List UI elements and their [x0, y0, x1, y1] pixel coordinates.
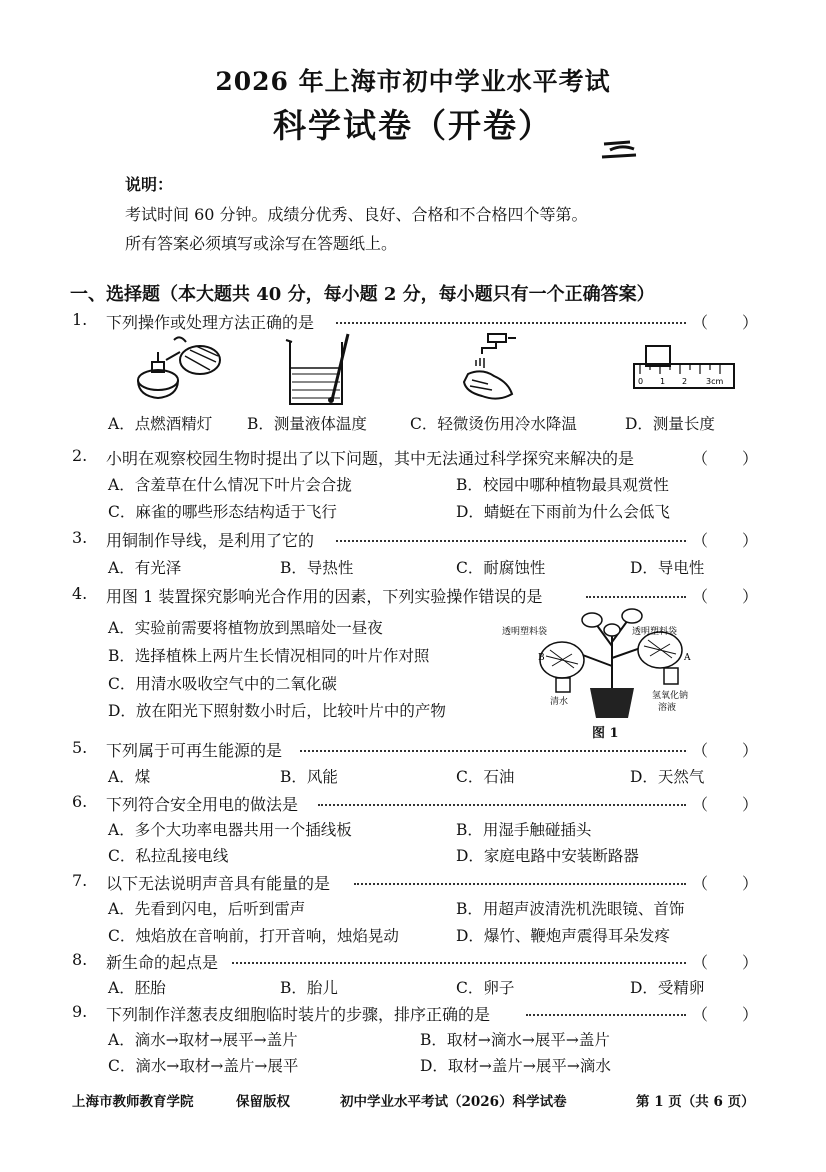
figure-label-a: A [684, 653, 691, 663]
footer-page: 第 1 页（共 6 页） [636, 1094, 755, 1110]
q3-option-c[interactable]: C．耐腐蚀性 [456, 559, 546, 577]
q8-option-d[interactable]: D．受精卵 [630, 979, 705, 997]
q4-paren-close: ） [742, 587, 759, 606]
ruler-measure-icon [630, 344, 740, 394]
exam-title: 2026 年上海市初中学业水平考试 [215, 67, 611, 96]
ruler-label-1: 1 [660, 377, 666, 386]
q7-option-a[interactable]: A．先看到闪电，后听到雷声 [108, 900, 306, 918]
q6-option-b[interactable]: B．用湿手触碰插头 [456, 821, 592, 839]
notes-line-1: 考试时间 60 分钟。成绩分优秀、良好、合格和不合格四个等第。 [125, 205, 588, 224]
q5-paren-open: （ [692, 741, 709, 760]
q9-option-a[interactable]: A．滴水→取材→展平→盖片 [108, 1031, 298, 1049]
q5-paren-close: ） [742, 741, 759, 760]
figure-label-naoh: 氢氧化钠 [652, 691, 689, 701]
q8-text: 新生命的起点是 [106, 953, 219, 972]
q1-leader-dots [336, 322, 686, 324]
q4-option-b[interactable]: B．选择植株上两片生长情况相同的叶片作对照 [108, 647, 430, 665]
section-heading: 一、选择题（本大题共 40 分，每小题 2 分，每小题只有一个正确答案） [70, 284, 655, 305]
q6-text: 下列符合安全用电的做法是 [106, 795, 299, 814]
q3-number: 3. [72, 528, 88, 547]
footer-rights: 保留版权 [236, 1094, 290, 1110]
q3-paren-open: （ [692, 531, 709, 550]
q5-option-c[interactable]: C．石油 [456, 768, 515, 786]
q4-option-a[interactable]: A．实验前需要将植物放到黑暗处一昼夜 [108, 619, 383, 637]
q6-leader-dots [318, 804, 686, 806]
q7-number: 7. [72, 871, 88, 890]
q9-option-b[interactable]: B．取材→滴水→展平→盖片 [420, 1031, 610, 1049]
figure-1-caption: 图 1 [592, 726, 619, 741]
q8-option-a[interactable]: A．胚胎 [108, 979, 166, 997]
q6-number: 6. [72, 792, 88, 811]
handwritten-mark-icon [600, 138, 640, 160]
q2-paren-open: （ [692, 449, 709, 468]
q2-number: 2. [72, 446, 88, 465]
figure-label-solution: 溶液 [658, 703, 677, 713]
footer-org: 上海市教师教育学院 [72, 1094, 194, 1110]
q2-text: 小明在观察校园生物时提出了以下问题，其中无法通过科学探究来解决的是 [106, 449, 635, 468]
q2-option-d[interactable]: D．蜻蜓在下雨前为什么会低飞 [456, 503, 670, 521]
q4-option-d[interactable]: D．放在阳光下照射数小时后，比较叶片中的产物 [108, 702, 446, 720]
q6-option-a[interactable]: A．多个大功率电器共用一个插线板 [108, 821, 352, 839]
q2-paren-close: ） [742, 449, 759, 468]
q8-paren-close: ） [742, 953, 759, 972]
q9-option-c[interactable]: C．滴水→取材→盖片→展平 [108, 1057, 299, 1075]
figure-label-bag-left: 透明塑料袋 [502, 627, 548, 637]
q2-option-c[interactable]: C．麻雀的哪些形态结构适于飞行 [108, 503, 337, 521]
q7-option-b[interactable]: B．用超声波清洗机洗眼镜、首饰 [456, 900, 685, 918]
q4-number: 4. [72, 584, 88, 603]
ruler-label-3: 3cm [706, 377, 724, 386]
q5-text: 下列属于可再生能源的是 [106, 741, 283, 760]
q5-number: 5. [72, 738, 88, 757]
figure-label-bag-right: 透明塑料袋 [632, 627, 678, 637]
q6-option-d[interactable]: D．家庭电路中安装断路器 [456, 847, 639, 865]
q5-option-a[interactable]: A．煤 [108, 768, 151, 786]
faucet-cooling-burn-icon [458, 330, 522, 408]
figure-1 [500, 606, 725, 742]
q6-paren-open: （ [692, 795, 709, 814]
q1-option-d[interactable]: D．测量长度 [625, 415, 715, 433]
q4-option-c[interactable]: C．用清水吸收空气中的二氧化碳 [108, 675, 337, 693]
q1-number: 1. [72, 310, 88, 329]
q8-paren-open: （ [692, 953, 709, 972]
q3-option-d[interactable]: D．导电性 [630, 559, 705, 577]
exam-subtitle: 科学试卷（开卷） [273, 106, 553, 145]
q6-option-c[interactable]: C．私拉乱接电线 [108, 847, 229, 865]
q7-text: 以下无法说明声音具有能量的是 [106, 874, 331, 893]
ruler-label-2: 2 [682, 377, 688, 386]
q7-option-d[interactable]: D．爆竹、鞭炮声震得耳朵发疼 [456, 927, 670, 945]
q4-paren-open: （ [692, 587, 709, 606]
notes-heading: 说明： [125, 175, 174, 194]
ruler-label-0: 0 [638, 377, 644, 386]
q8-option-b[interactable]: B．胎儿 [280, 979, 338, 997]
q4-text: 用图 1 装置探究影响光合作用的因素，下列实验操作错误的是 [106, 587, 543, 606]
q1-option-c[interactable]: C．轻微烫伤用冷水降温 [410, 415, 577, 433]
q6-paren-close: ） [742, 795, 759, 814]
q1-paren-close: ） [742, 313, 759, 332]
q3-leader-dots [336, 540, 686, 542]
q7-paren-close: ） [742, 874, 759, 893]
q2-option-b[interactable]: B．校园中哪种植物最具观赏性 [456, 476, 669, 494]
q3-paren-close: ） [742, 531, 759, 550]
footer-exam: 初中学业水平考试（2026）科学试卷 [340, 1094, 567, 1110]
q1-option-b[interactable]: B．测量液体温度 [247, 415, 367, 433]
notes-line-2: 所有答案必须填写或涂写在答题纸上。 [125, 234, 398, 253]
beaker-thermometer-icon [284, 330, 354, 408]
potted-plant-diagram-icon [500, 606, 725, 726]
q2-option-a[interactable]: A．含羞草在什么情况下叶片会合拢 [108, 476, 352, 494]
q5-option-d[interactable]: D．天然气 [630, 768, 705, 786]
q1-paren-open: （ [692, 313, 709, 332]
q4-leader-dots [586, 596, 686, 598]
q3-option-a[interactable]: A．有光泽 [108, 559, 182, 577]
q9-option-d[interactable]: D．取材→盖片→展平→滴水 [420, 1057, 611, 1075]
q1-option-a[interactable]: A．点燃酒精灯 [108, 415, 213, 433]
q8-leader-dots [232, 962, 686, 964]
q3-option-b[interactable]: B．导热性 [280, 559, 354, 577]
q5-option-b[interactable]: B．风能 [280, 768, 338, 786]
q7-option-c[interactable]: C．烛焰放在音响前，打开音响，烛焰晃动 [108, 927, 399, 945]
q8-number: 8. [72, 950, 88, 969]
q9-paren-open: （ [692, 1005, 709, 1024]
q5-leader-dots [300, 750, 686, 752]
q9-text: 下列制作洋葱表皮细胞临时装片的步骤，排序正确的是 [106, 1005, 491, 1024]
q7-paren-open: （ [692, 874, 709, 893]
figure-label-b: B [538, 653, 545, 663]
q3-text: 用铜制作导线，是利用了它的 [106, 531, 315, 550]
q9-leader-dots [526, 1014, 686, 1016]
q9-paren-close: ） [742, 1005, 759, 1024]
figure-label-water: 清水 [550, 697, 569, 707]
alcohol-lamp-lighting-icon [130, 332, 225, 404]
q9-number: 9. [72, 1002, 88, 1021]
q8-option-c[interactable]: C．卵子 [456, 979, 515, 997]
q7-leader-dots [354, 883, 686, 885]
q1-text: 下列操作或处理方法正确的是 [106, 313, 315, 332]
